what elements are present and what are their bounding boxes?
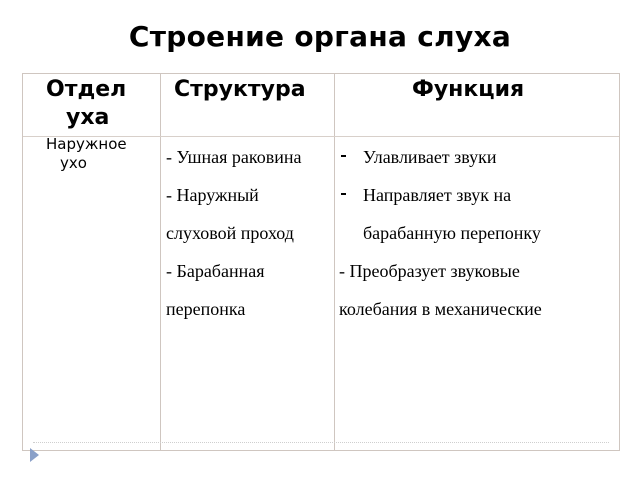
function-text: колебания в механические — [339, 299, 542, 319]
header-department-line1: Отдел — [46, 77, 127, 102]
function-bullet: Направляет звук на — [339, 176, 609, 214]
column-divider — [160, 74, 161, 450]
structure-cell — [166, 138, 332, 328]
function-bullet: Улавливает звуки — [339, 138, 609, 176]
slide-corner-arrow-icon — [30, 448, 39, 462]
structure-item: - Барабанная — [166, 261, 265, 281]
header-department — [46, 76, 126, 132]
department-line2: ухо — [60, 154, 87, 172]
function-cell — [339, 138, 609, 328]
department-line1: Наружное — [46, 135, 127, 153]
department-text — [22, 135, 152, 154]
function-text: - Преобразует звуковые — [339, 261, 520, 281]
dotted-guide — [33, 442, 609, 443]
structure-item: перепонка — [166, 299, 246, 319]
header-structure: Структура — [174, 77, 306, 102]
header-department-line2: уха — [66, 105, 110, 130]
header-function: Функция — [412, 77, 525, 102]
structure-item: - Ушная раковина — [166, 147, 302, 167]
structure-item: - Наружный — [166, 185, 259, 205]
function-bullet-continuation: барабанную перепонку — [363, 223, 541, 243]
column-divider — [334, 74, 335, 450]
page-title: Строение органа слуха — [128, 20, 512, 53]
structure-item: слуховой проход — [166, 223, 294, 243]
